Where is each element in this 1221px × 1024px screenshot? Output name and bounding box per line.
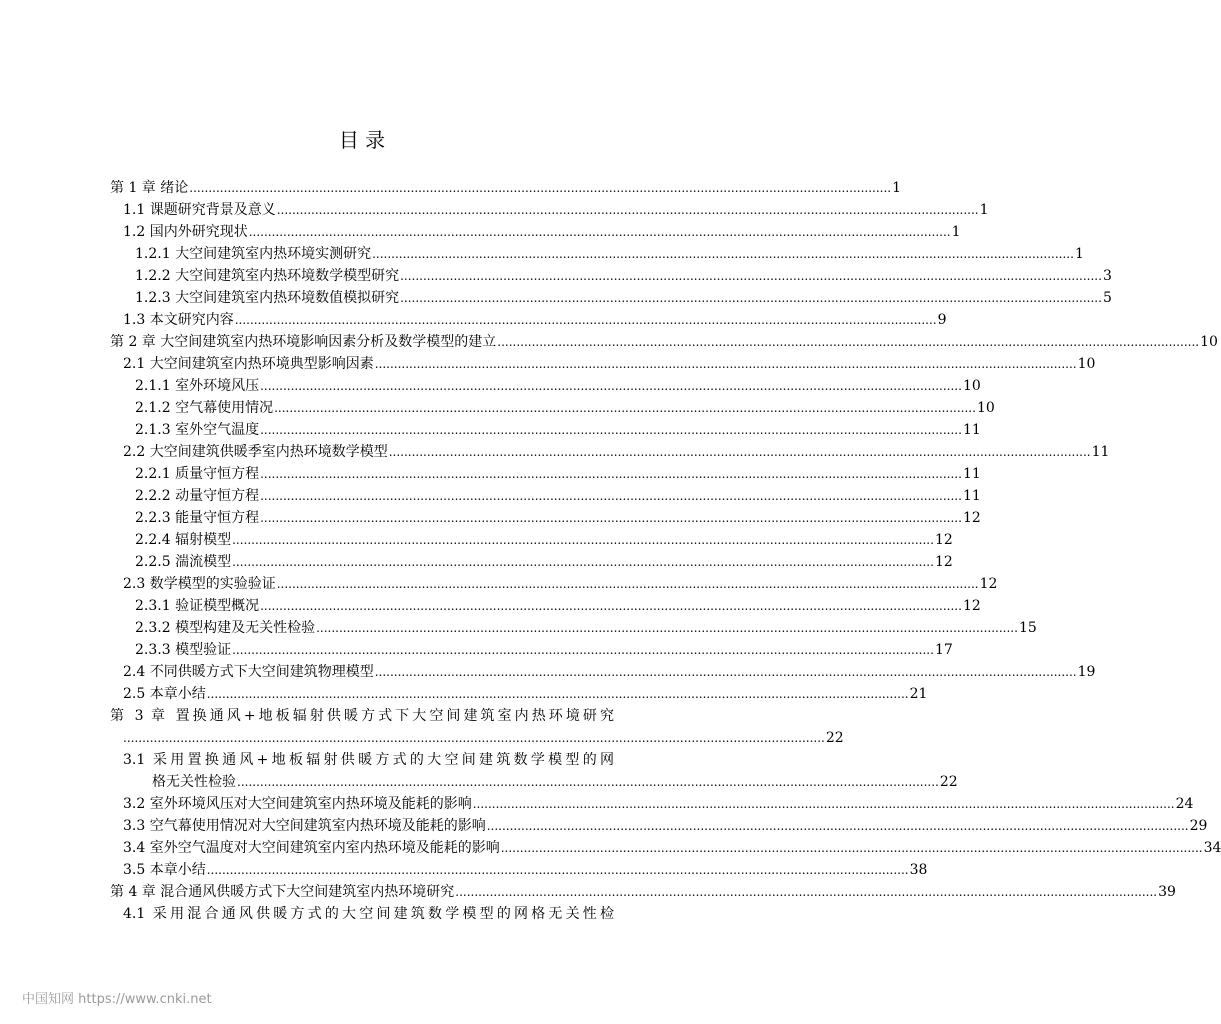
toc-label: 1.2.3 大空间建筑室内热环境数值模拟研究 [135,290,400,306]
toc-entry-2-3-2[interactable] [135,617,1037,639]
toc-leader: ........................................................................................................................................................................................ [260,467,962,481]
toc-label: 2.3.2 模型构建及无关性检验 [135,620,316,636]
toc-page: 12 [962,510,981,526]
toc-leader: ........................................................................................................................................................................................ [260,511,962,525]
toc-label: 3.2 室外环境风压对大空间建筑室内热环境及能耗的影响 [123,796,472,812]
toc-entry-2-1[interactable] [123,353,1096,375]
toc-entry-1-1[interactable] [123,199,989,221]
toc-page: 12 [934,532,953,548]
toc-entry-ch3-cont[interactable] [123,727,844,749]
toc-entry-2-2-5[interactable] [135,551,953,573]
toc-leader: ........................................................................................................................................................................................ [260,599,962,613]
toc-leader: ........................................................................................................................................................................................ [400,291,1102,305]
toc-leader: ........................................................................................................................................................................................ [274,401,976,415]
toc-page: 21 [909,686,928,702]
toc-label: 第 2 章 大空间建筑室内热环境影响因素分析及数学模型的建立 [110,334,497,350]
toc-label: 2.2.5 湍流模型 [135,554,232,570]
toc-page: 1 [951,224,961,240]
toc-page: 15 [1018,620,1037,636]
toc-entry-3-4[interactable] [123,837,1221,859]
toc-page: 22 [825,730,844,746]
toc-page: 34 [1203,840,1221,856]
toc-leader: ........................................................................................................................................................................................ [486,819,1189,833]
toc-label: 第 1 章 绪论 [110,180,189,196]
toc-page: 3 [1102,268,1112,284]
toc-label: 格无关性检验 [152,774,236,790]
toc-page: 12 [934,554,953,570]
toc-entry-2-3-1[interactable] [135,595,981,617]
toc-leader: ........................................................................................................................................................................................ [388,445,1091,459]
toc-leader: ........................................................................................................................................................................................ [237,775,939,789]
toc-label: 2.3.1 验证模型概况 [135,598,260,614]
toc-page: 24 [1175,796,1194,812]
toc-label: 2.2.1 质量守恒方程 [135,466,260,482]
toc-entry-2-3[interactable] [123,573,998,595]
toc-entry-ch3-label[interactable]: 第 3 章 置换通风+地板辐射供暖方式下大空间建筑室内热环境研究 [110,708,614,724]
toc-leader: ........................................................................................................................................................................................ [260,379,962,393]
toc-entry-3-1-label[interactable]: 3.1 采用置换通风+地板辐射供暖方式的大空间建筑数学模型的网 [123,752,614,768]
toc-label: 3.4 室外空气温度对大空间建筑室内室内热环境及能耗的影响 [123,840,500,856]
toc-page: 39 [1158,884,1176,900]
toc-page: 10 [962,378,981,394]
toc-label: 2.2.2 动量守恒方程 [135,488,260,504]
toc-page: 29 [1189,818,1208,834]
toc-entry-3-1-cont[interactable] [152,771,958,793]
toc-leader: ........................................................................................................................................................................................ [206,687,909,701]
toc-leader: ........................................................................................................................................................................................ [276,577,979,591]
toc-leader: ........................................................................................................................................................................................ [189,181,892,195]
toc-label: 3.5 本章小结 [123,862,206,878]
toc-entry-2-1-1[interactable] [135,375,981,397]
toc-entry-ch1[interactable] [110,177,902,199]
toc-leader: ........................................................................................................................................................................................ [232,643,934,657]
toc-leader: ........................................................................................................................................................................................ [500,841,1203,855]
toc-entry-1-2-2[interactable] [135,265,1112,287]
toc-page: 11 [962,422,981,438]
toc-leader: ........................................................................................................................................................................................ [234,313,937,327]
toc-entry-ch4[interactable] [110,881,1176,903]
toc-page: 17 [934,642,953,658]
toc-leader: ........................................................................................................................................................................................ [260,489,962,503]
toc-leader: ........................................................................................................................................................................................ [455,885,1158,899]
toc-page: 10 [1077,356,1096,372]
toc-page: 12 [979,576,998,592]
toc-leader: ........................................................................................................................................................................................ [232,555,934,569]
toc-leader: ........................................................................................................................................................................................ [248,225,951,239]
toc-page: 11 [962,488,981,504]
toc-label: 1.2.1 大空间建筑室内热环境实测研究 [135,246,372,262]
toc-entry-2-1-2[interactable] [135,397,995,419]
toc-entry-1-2[interactable] [123,221,961,243]
toc-leader: ........................................................................................................................................................................................ [374,357,1077,371]
toc-leader: ........................................................................................................................................................................................ [316,621,1018,635]
toc-entry-2-2-3[interactable] [135,507,981,529]
toc-leader: ........................................................................................................................................................................................ [276,203,979,217]
toc-entry-2-2[interactable] [123,441,1110,463]
toc-leader: ........................................................................................................................................................................................ [232,533,934,547]
toc-label: 1.2.2 大空间建筑室内热环境数学模型研究 [135,268,400,284]
toc-label: 2.1.3 室外空气温度 [135,422,260,438]
toc-label: 第 4 章 混合通风供暖方式下大空间建筑室内热环境研究 [110,884,455,900]
toc-leader: ........................................................................................................................................................................................ [497,335,1200,349]
toc-label: 2.3 数学模型的实验验证 [123,576,276,592]
toc-leader: ........................................................................................................................................................................................ [260,423,962,437]
toc-entry-2-1-3[interactable] [135,419,981,441]
toc-label: 2.1.1 室外环境风压 [135,378,260,394]
toc-label: 1.1 课题研究背景及意义 [123,202,276,218]
toc-label: 2.2 大空间建筑供暖季室内热环境数学模型 [123,444,388,460]
toc-entry-2-5[interactable] [123,683,928,705]
toc-page: 1 [892,180,902,196]
toc-leader: ........................................................................................................................................................................................ [123,731,825,745]
toc-page: 11 [1091,444,1110,460]
toc-label: 2.3.3 模型验证 [135,642,232,658]
page-title: 目 录 [338,128,386,152]
toc-leader: ........................................................................................................................................................................................ [372,247,1074,261]
toc-entry-3-2[interactable] [123,793,1194,815]
toc-entry-ch2[interactable] [110,331,1218,353]
toc-label: 2.2.4 辐射模型 [135,532,232,548]
toc-entry-1-2-3[interactable] [135,287,1112,309]
toc-page: 10 [976,400,995,416]
toc-entry-1-2-1[interactable] [135,243,1084,265]
toc-page: 10 [1200,334,1218,350]
toc-label: 1.2 国内外研究现状 [123,224,248,240]
toc-leader: ........................................................................................................................................................................................ [472,797,1175,811]
toc-page: 1 [979,202,989,218]
toc-entry-3-5[interactable] [123,859,928,881]
toc-entry-2-2-4[interactable] [135,529,953,551]
toc-label: 1.3 本文研究内容 [123,312,234,328]
watermark-footer: 中国知网 https://www.cnki.net [22,992,212,1007]
toc-page: 22 [939,774,958,790]
toc-page: 38 [909,862,928,878]
toc-page: 12 [962,598,981,614]
toc-label: 2.1.2 空气幕使用情况 [135,400,274,416]
toc-page: 9 [937,312,947,328]
toc-label: 3.3 空气幕使用情况对大空间建筑室内热环境及能耗的影响 [123,818,486,834]
toc-label: 2.2.3 能量守恒方程 [135,510,260,526]
toc-entry-1-3[interactable] [123,309,947,331]
toc-leader: ........................................................................................................................................................................................ [206,863,909,877]
toc-entry-2-4[interactable] [123,661,1096,683]
toc-entry-2-3-3[interactable] [135,639,953,661]
toc-page: 19 [1077,664,1096,680]
toc-page: 11 [962,466,981,482]
toc-label: 2.5 本章小结 [123,686,206,702]
toc-page: 5 [1102,290,1112,306]
toc-entry-2-2-1[interactable] [135,463,981,485]
toc-leader: ........................................................................................................................................................................................ [400,269,1102,283]
toc-entry-4-1-label[interactable]: 4.1 采用混合通风供暖方式的大空间建筑数学模型的网格无关性检 [123,906,614,922]
toc-label: 2.4 不同供暖方式下大空间建筑物理模型 [123,664,374,680]
toc-leader: ........................................................................................................................................................................................ [374,665,1077,679]
toc-entry-2-2-2[interactable] [135,485,981,507]
toc-page: 1 [1074,246,1084,262]
toc-entry-3-3[interactable] [123,815,1208,837]
toc-label: 2.1 大空间建筑室内热环境典型影响因素 [123,356,374,372]
